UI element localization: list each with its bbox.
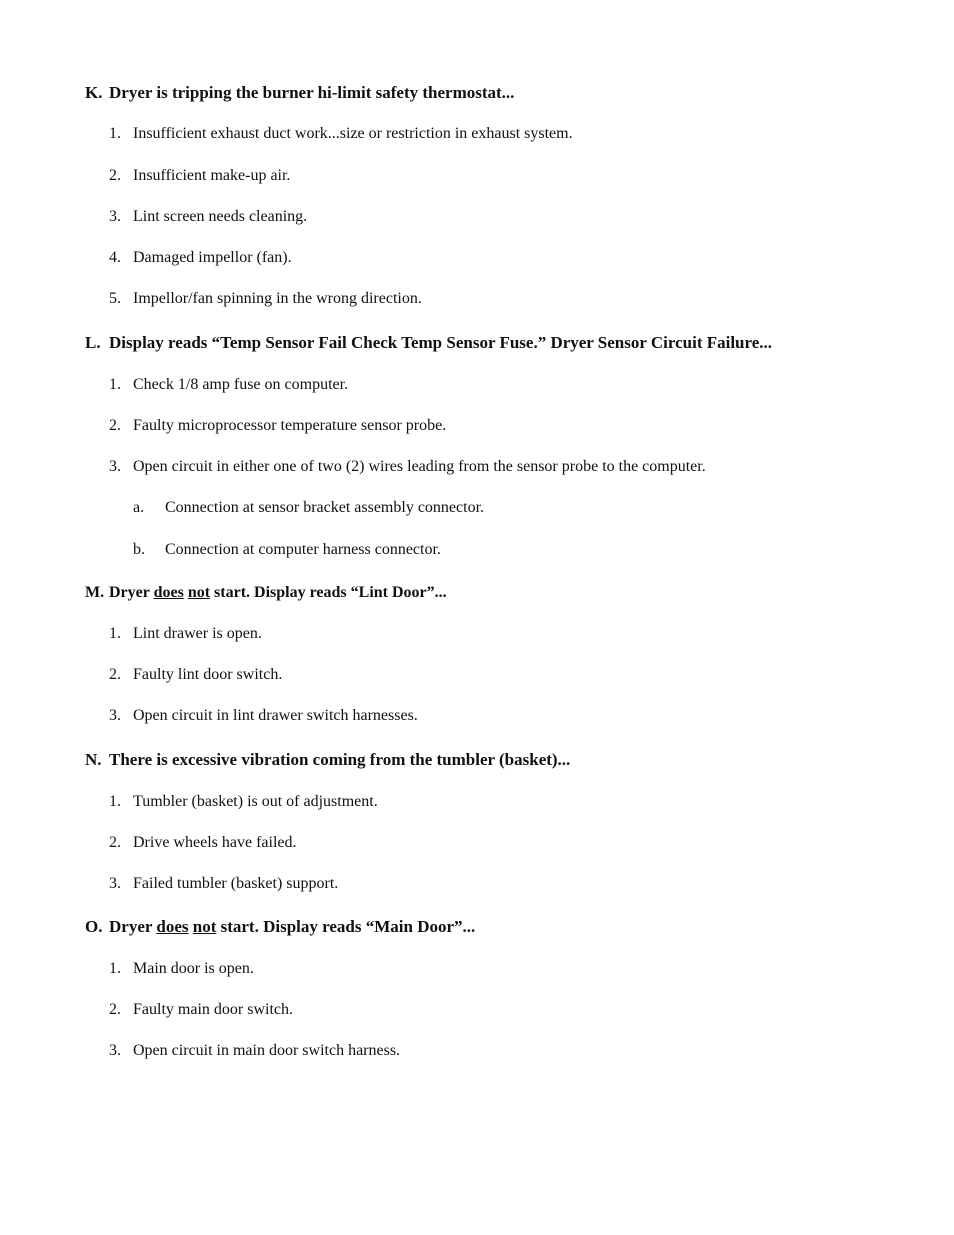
item-text: Insufficient make-up air. xyxy=(133,167,291,184)
section-title: Display reads “Temp Sensor Fail Check Temp Sensor Fuse.” Dryer Sensor Circuit Failure... xyxy=(109,333,773,352)
section-title xyxy=(109,581,447,605)
item-number: 3. xyxy=(109,1042,121,1059)
sub-item-letter: a. xyxy=(133,499,145,516)
section-title: There is excessive vibration coming from the tumbler (basket)... xyxy=(109,750,571,769)
list-item xyxy=(109,456,706,478)
section-k xyxy=(85,81,914,307)
list-item xyxy=(109,832,296,854)
item-text: Open circuit in lint drawer switch harnesses. xyxy=(133,707,418,724)
item-text: Check 1/8 amp fuse on computer. xyxy=(133,376,349,393)
item-text: Damaged impellor (fan). xyxy=(133,249,292,266)
section-letter: O. xyxy=(85,917,103,936)
underlined-word: not xyxy=(192,917,217,936)
item-number: 3. xyxy=(109,208,121,225)
section-letter: M. xyxy=(85,584,105,601)
title-part: Dryer xyxy=(109,584,154,601)
item-text: Faulty microprocessor temperature sensor probe. xyxy=(133,417,447,434)
list-item xyxy=(109,791,378,813)
item-number: 3. xyxy=(109,707,121,724)
section-letter: K. xyxy=(85,83,103,102)
item-number: 5. xyxy=(109,290,121,307)
item-text: Main door is open. xyxy=(133,960,254,977)
item-text: Faulty main door switch. xyxy=(133,1001,293,1018)
section-n-heading xyxy=(85,748,914,772)
item-text: Drive wheels have failed. xyxy=(133,834,297,851)
item-number: 1. xyxy=(109,125,121,142)
section-o-heading xyxy=(85,915,914,939)
item-number: 1. xyxy=(109,625,121,642)
item-text: Lint screen needs cleaning. xyxy=(133,208,308,225)
list-item xyxy=(109,705,418,727)
list-item xyxy=(109,374,348,396)
item-number: 3. xyxy=(109,458,121,475)
section-l xyxy=(85,331,914,558)
item-number: 2. xyxy=(109,834,121,851)
list-item xyxy=(109,1040,400,1062)
item-text: Insufficient exhaust duct work...size or restriction in exhaust system. xyxy=(133,125,573,142)
item-text: Lint drawer is open. xyxy=(133,625,262,642)
list-item xyxy=(109,999,293,1021)
title-part: start. Display reads “Lint Door”... xyxy=(210,584,447,601)
item-text: Open circuit in either one of two (2) wires leading from the sensor probe to the computer. xyxy=(133,458,706,475)
item-number: 1. xyxy=(109,793,121,810)
list-item xyxy=(109,415,446,437)
section-m-heading xyxy=(85,581,914,605)
item-number: 2. xyxy=(109,417,121,434)
list-item xyxy=(109,123,573,145)
section-m xyxy=(85,581,914,724)
list-item xyxy=(109,873,338,895)
list-item xyxy=(109,958,254,980)
section-l-heading xyxy=(85,331,914,355)
section-title: Dryer is tripping the burner hi-limit safety thermostat... xyxy=(109,83,515,102)
list-item xyxy=(109,664,282,686)
list-item xyxy=(109,623,262,645)
item-number: 3. xyxy=(109,875,121,892)
list-item xyxy=(109,288,422,310)
underlined-word: does xyxy=(156,917,189,936)
underlined-word: does xyxy=(153,584,184,601)
item-number: 2. xyxy=(109,167,121,184)
item-number: 1. xyxy=(109,960,121,977)
title-part: start. Display reads “Main Door”... xyxy=(216,917,476,936)
item-text: Failed tumbler (basket) support. xyxy=(133,875,339,892)
item-text: Open circuit in main door switch harness. xyxy=(133,1042,401,1059)
section-letter: L. xyxy=(85,333,101,352)
item-number: 4. xyxy=(109,249,121,266)
sub-item-text: Connection at sensor bracket assembly connector. xyxy=(165,499,485,516)
sub-item-letter: b. xyxy=(133,541,145,558)
section-o xyxy=(85,915,914,1059)
item-number: 1. xyxy=(109,376,121,393)
item-number: 2. xyxy=(109,1001,121,1018)
sub-item-text: Connection at computer harness connector. xyxy=(165,541,441,558)
sub-list-item xyxy=(133,539,441,561)
title-part: Dryer xyxy=(109,917,157,936)
item-number: 2. xyxy=(109,666,121,683)
sub-list-item xyxy=(133,497,484,519)
item-text: Faulty lint door switch. xyxy=(133,666,283,683)
section-letter: N. xyxy=(85,750,102,769)
underlined-word: not xyxy=(187,584,211,601)
section-title xyxy=(109,915,475,939)
list-item xyxy=(109,206,307,228)
section-k-heading xyxy=(85,81,914,105)
list-item xyxy=(109,247,292,269)
section-n xyxy=(85,748,914,892)
list-item xyxy=(109,165,290,187)
item-text: Impellor/fan spinning in the wrong direction. xyxy=(133,290,422,307)
item-text: Tumbler (basket) is out of adjustment. xyxy=(133,793,378,810)
